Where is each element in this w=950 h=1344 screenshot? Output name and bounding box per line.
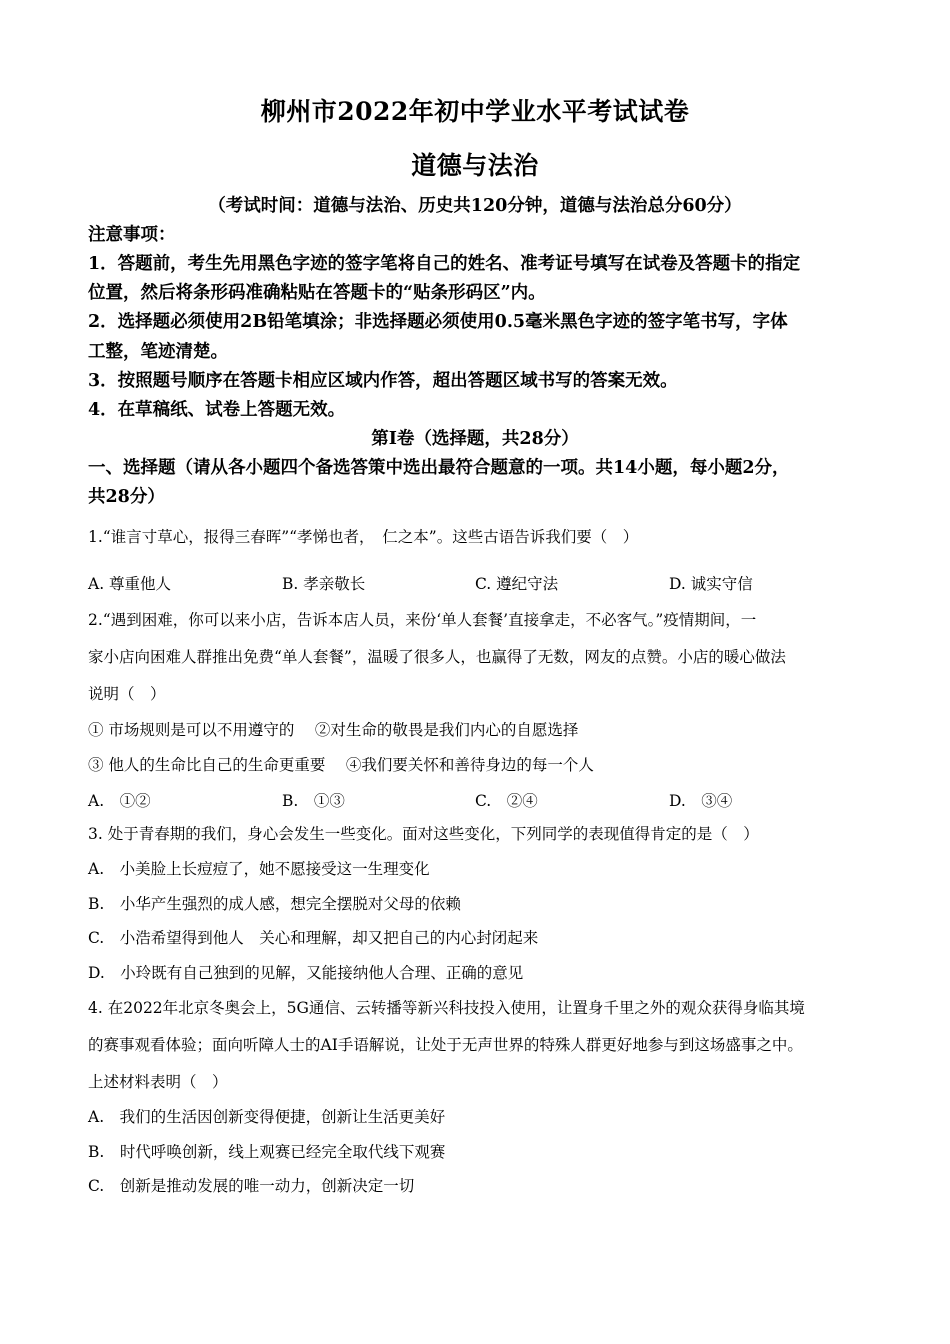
question-3-stem: 3. 处于青春期的我们，身心会发生一些变化。面对这些变化，下列同学的表现值得肯定的是（ ） [88,825,759,843]
question-3-option-b: B. 小华产生强烈的成人感，想完全摆脱对父母的依赖 [88,895,461,913]
question-1-option-c: C. 遵纪守法 [475,575,559,593]
question-2-statements-line-2: ③ 他人的生命比自己的生命更重要 ④我们要关怀和善待身边的每一个人 [88,756,594,774]
question-3-option-d: D. 小玲既有自己独到的见解，又能接纳他人合理、正确的意见 [88,964,524,982]
exam-info: （考试时间：道德与法治、历史共120分钟，道德与法治总分60分） [208,196,742,216]
question-4-option-b: B. 时代呼唤创新，线上观赛已经完全取代线下观赛 [88,1143,446,1161]
question-3-option-a: A. 小美脸上长痘痘了，她不愿接受这一生理变化 [88,860,430,878]
question-2-statements-line-1: ① 市场规则是可以不用遵守的 ②对生命的敬畏是我们内心的自愿选择 [88,721,579,739]
part-title: 第Ⅰ卷（选择题，共28分） [371,429,579,449]
question-4-option-a: A. 我们的生活因创新变得便捷，创新让生活更美好 [88,1108,446,1126]
question-4-option-c: C. 创新是推动发展的唯一动力，创新决定一切 [88,1177,415,1195]
question-1-option-b: B. 孝亲敬长 [282,575,366,593]
question-2-option-c: C. ②④ [475,792,538,810]
question-2-stem-line-2: 家小店向困难人群推出免费“单人套餐”，温暖了很多人，也赢得了无数，网友的点赞。小店的暖心做法 [88,648,786,666]
question-4-stem-line-2: 的赛事观看体验；面向听障人士的AI手语解说，让处于无声世界的特殊人群更好地参与到这场盛事之中。 [88,1036,803,1054]
question-2-stem-line-1: 2.“遇到困难，你可以来小店，告诉本店人员，来份‘单人套餐’直接拿走，不必客气。”疫情期间，一 [88,611,757,629]
question-2-option-b: B. ①③ [282,792,345,810]
question-4-stem-line-3: 上述材料表明（ ） [88,1073,228,1091]
question-1-stem: 1.“谁言寸草心，报得三春晖”“孝悌也者， 仁之本”。这些古语告诉我们要（ ） [88,528,639,546]
notice-item-3: 3．按照题号顺序在答题卡相应区域内作答，超出答题区域书写的答案无效。 [88,371,678,391]
notice-item-1-line-1: 1．答题前，考生先用黑色字迹的签字笔将自己的姓名、准考证号填写在试卷及答题卡的指定 [88,254,801,274]
question-2-stem-line-3: 说明（ ） [88,685,166,703]
question-2-option-d: D. ③④ [669,792,733,810]
question-1-option-a: A. 尊重他人 [88,575,172,593]
question-4-stem-line-1: 4. 在2022年北京冬奥会上，5G通信、云转播等新兴科技投入使用，让置身千里之外的观众获得身临其境 [88,999,805,1017]
notice-item-4: 4．在草稿纸、试卷上答题无效。 [88,400,346,420]
question-1-option-d: D. 诚实守信 [669,575,753,593]
subject-title: 道德与法治 [411,151,539,180]
notice-item-2-line-1: 2．选择题必须使用2B铅笔填涂；非选择题必须使用0.5毫米黑色字迹的签字笔书写，字体 [88,312,788,332]
notice-heading: 注意事项： [88,225,176,245]
section-instruction-line-2: 共28分） [88,487,165,507]
notice-item-2-line-2: 工整，笔迹清楚。 [88,342,228,362]
section-instruction-line-1: 一、选择题（请从各小题四个备选答策中选出最符合题意的一项。共14小题，每小题2分， [88,458,790,478]
question-2-option-a: A. ①② [88,792,151,810]
exam-title: 柳州市2022年初中学业水平考试试卷 [260,97,690,126]
question-3-option-c: C. 小浩希望得到他人 关心和理解，却又把自己的内心封闭起来 [88,929,539,947]
notice-item-1-line-2: 位置，然后将条形码准确粘贴在答题卡的“贴条形码区”内。 [88,283,546,303]
